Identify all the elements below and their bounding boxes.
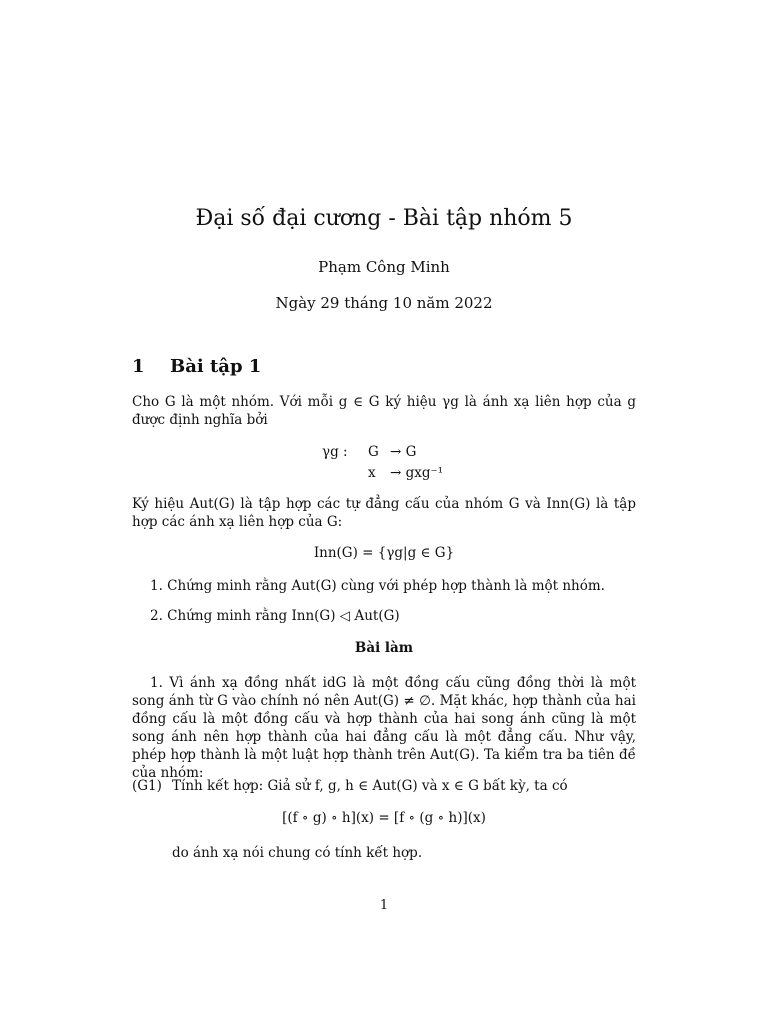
map-row-2-c: → gxg⁻¹	[390, 465, 444, 481]
inn-definition: Inn(G) = {γg|g ∈ G}	[313, 545, 455, 561]
section-title: Bài tập 1	[170, 356, 262, 377]
associativity-note: do ánh xạ nói chung có tính kết hợp.	[172, 845, 423, 861]
task-2: 2. Chứng minh rằng Inn(G) ◁ Aut(G)	[150, 608, 400, 624]
map-row-1-b: G	[368, 444, 379, 460]
task-1: 1. Chứng minh rằng Aut(G) cùng với phép hợp thành là một nhóm.	[150, 578, 605, 594]
document-date: Ngày 29 tháng 10 năm 2022	[275, 294, 493, 312]
section-heading	[132, 356, 261, 377]
g1-text: Tính kết hợp: Giả sử f, g, h ∈ Aut(G) và x ∈ G bất kỳ, ta có	[172, 778, 568, 794]
map-row-2	[322, 463, 443, 484]
section-number: 1	[132, 356, 145, 377]
map-row-1	[322, 442, 443, 463]
map-definition	[322, 442, 443, 484]
map-row-2-b: x	[368, 465, 376, 481]
map-row-1-c: → G	[390, 444, 417, 460]
document-title: Đại số đại cương - Bài tập nhóm 5	[195, 206, 573, 231]
notation-paragraph: Ký hiệu Aut(G) là tập hợp các tự đẳng cấu của nhóm G và Inn(G) là tập hợp các ánh xạ liên hợp của G:	[132, 496, 636, 530]
intro-paragraph: Cho G là một nhóm. Với mỗi g ∈ G ký hiệu γg là ánh xạ liên hợp của g được định nghĩa bởi	[132, 394, 636, 428]
solution-heading: Bài làm	[354, 640, 414, 656]
g1-line	[132, 778, 636, 794]
document-author: Phạm Công Minh	[318, 258, 450, 276]
associativity-equation: [(f ∘ g) ∘ h](x) = [f ∘ (g ∘ h)](x)	[282, 810, 486, 826]
g1-label: (G1)	[132, 778, 162, 794]
page-number: 1	[379, 898, 389, 913]
map-row-1-a: γg :	[322, 444, 348, 460]
solution-paragraph: 1. Vì ánh xạ đồng nhất idG là một đồng cấu cũng đồng thời là một song ánh từ G vào chính nó nên Aut(G) ≠ ∅. Mặt khác, hợp thành của hai đồng cấu là một đồng cấu và hợp thành của hai song ánh cũng là một song ánh nên hợp thành của hai đẳng cấu là một đẳng cấu. Như vậy, phép hợp thành là một luật hợp thành trên Aut(G). Ta kiểm tra ba tiên đề của nhóm:	[132, 675, 636, 781]
